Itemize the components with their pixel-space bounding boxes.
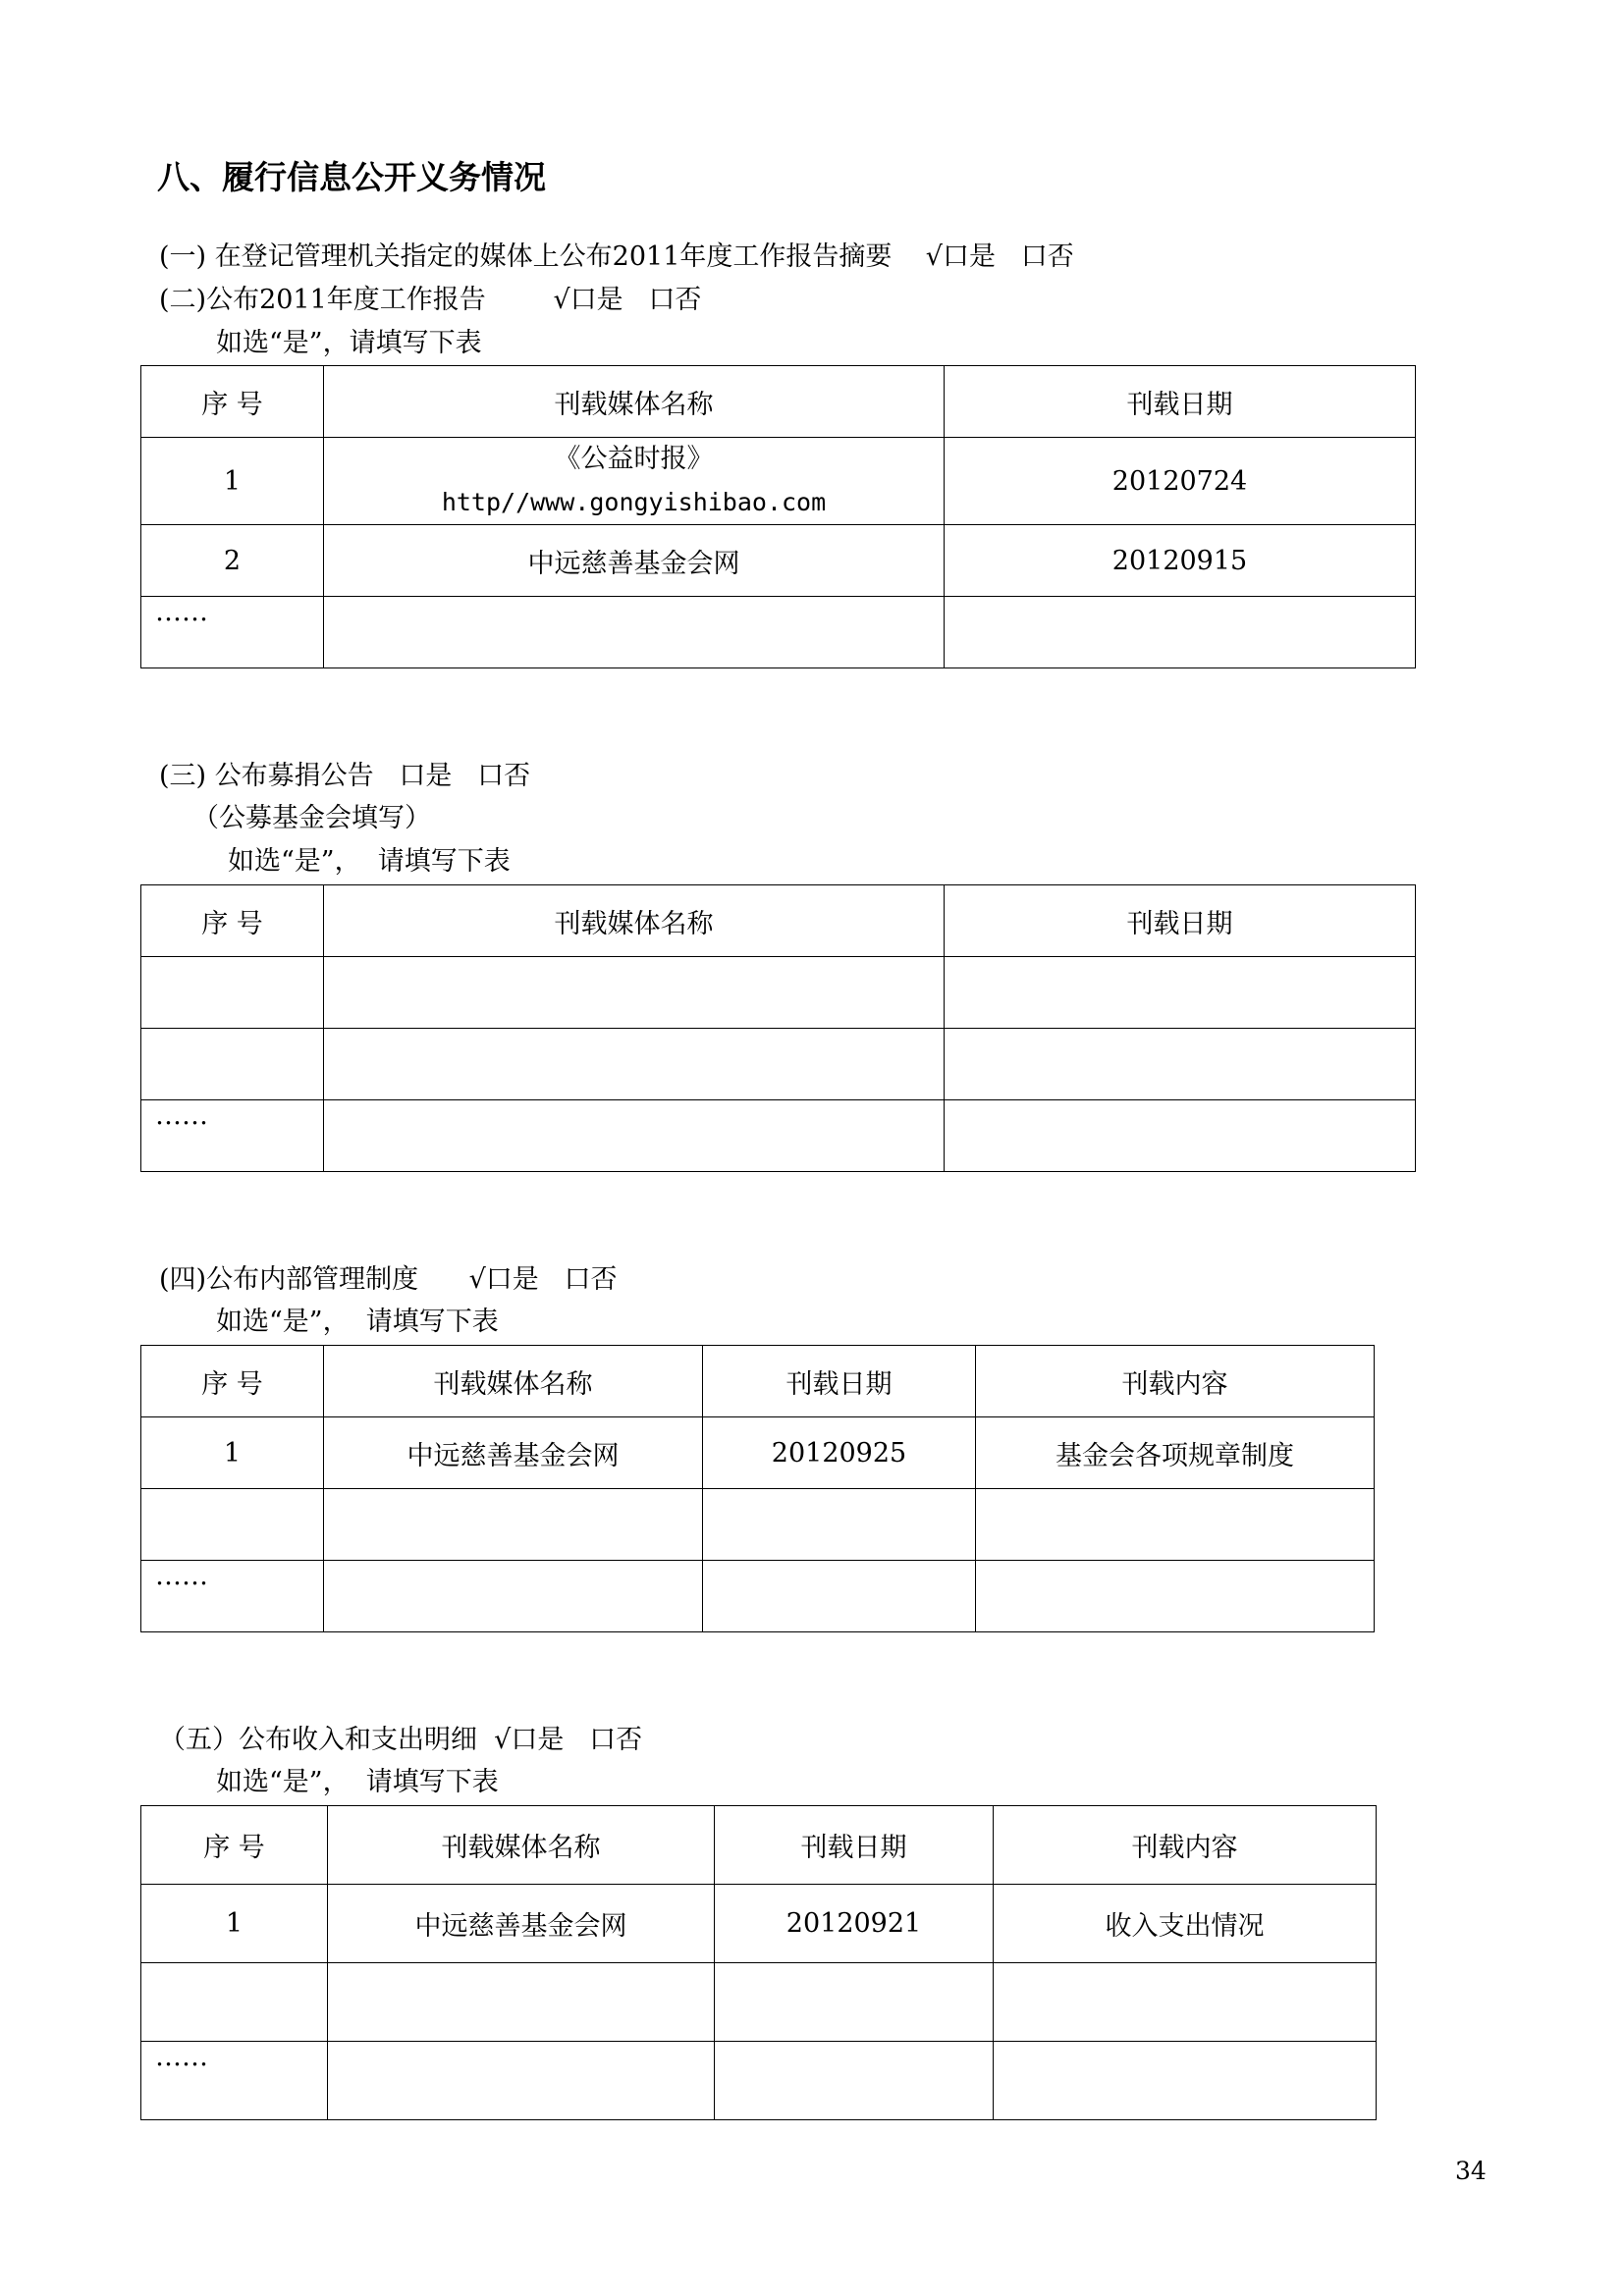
- page-number: 34: [1455, 2157, 1487, 2185]
- item-1-text: 在登记管理机关指定的媒体上公布2011年度工作报告摘要: [214, 241, 893, 272]
- item-1-yes-checkbox[interactable]: √口是: [925, 241, 996, 272]
- cell-empty: [976, 1489, 1375, 1561]
- cell-date: 20120724: [945, 438, 1416, 525]
- col-header-media: 刊载媒体名称: [328, 1806, 715, 1885]
- cell-content: 收入支出情况: [994, 1885, 1377, 1963]
- col-header-no: 序 号: [141, 366, 324, 438]
- cell-content: 基金会各项规章制度: [976, 1417, 1375, 1489]
- cell-media-line2: http//www.gongyishibao.com: [441, 488, 827, 516]
- table-header-row: [141, 1806, 1377, 1885]
- table-header-row: [141, 1346, 1375, 1417]
- item-2-yes-checkbox[interactable]: √口是: [553, 285, 623, 315]
- item-4-text: 公布内部管理制度: [206, 1264, 419, 1295]
- cell-no: 1: [141, 1417, 324, 1489]
- cell-no: 1: [141, 438, 324, 525]
- table-row: [141, 1029, 1416, 1100]
- cell-date: 20120921: [715, 1885, 994, 1963]
- item-5-label: （五）: [159, 1725, 239, 1755]
- cell-media: 中远慈善基金会网: [328, 1885, 715, 1963]
- col-header-media: 刊载媒体名称: [324, 1346, 703, 1417]
- col-header-no: 序 号: [141, 885, 324, 957]
- cell-empty: [141, 1489, 324, 1561]
- item-3-line: [159, 759, 530, 794]
- table-fundraising-notice: [140, 884, 1416, 1172]
- table-header-row: [141, 366, 1416, 438]
- cell-empty: [324, 1489, 703, 1561]
- cell-empty: [945, 957, 1416, 1029]
- table-row: [141, 1417, 1375, 1489]
- item-3-text: 公布募捐公告: [214, 761, 374, 791]
- table-row: [141, 1885, 1377, 1963]
- table-row: [141, 1489, 1375, 1561]
- col-header-no: 序 号: [141, 1346, 324, 1417]
- item-4-line: [159, 1262, 618, 1298]
- cell-date: 20120915: [945, 525, 1416, 597]
- item-2-note: 如选“是”，请填写下表: [216, 328, 482, 358]
- cell-empty: [703, 1561, 976, 1632]
- cell-empty: [945, 1100, 1416, 1172]
- item-3-sub: （公募基金会填写）: [192, 803, 431, 833]
- item-3-yes-checkbox[interactable]: 口是: [399, 761, 453, 791]
- cell-empty: [324, 1100, 945, 1172]
- cell-empty: [324, 957, 945, 1029]
- cell-empty: [324, 1029, 945, 1100]
- col-header-date: 刊载日期: [945, 885, 1416, 957]
- table-internal-rules: [140, 1345, 1375, 1632]
- item-4-label: (四): [159, 1264, 207, 1295]
- item-4-yes-checkbox[interactable]: √口是: [468, 1264, 539, 1295]
- cell-ellipsis: ……: [141, 2042, 328, 2120]
- item-5-line: [159, 1723, 642, 1758]
- table-row: [141, 1963, 1377, 2042]
- section-title: 八、履行信息公开义务情况: [157, 158, 546, 196]
- cell-empty: [994, 1963, 1377, 2042]
- col-header-content: 刊载内容: [994, 1806, 1377, 1885]
- cell-ellipsis: ……: [141, 1561, 324, 1632]
- table-row: [141, 957, 1416, 1029]
- item-5-no-checkbox[interactable]: 口否: [589, 1725, 643, 1755]
- cell-empty: [715, 2042, 994, 2120]
- item-3-note: 如选“是”， 请填写下表: [228, 846, 511, 877]
- cell-media: 中远慈善基金会网: [324, 1417, 703, 1489]
- item-4-note: 如选“是”， 请填写下表: [216, 1307, 499, 1337]
- cell-media: 中远慈善基金会网: [324, 525, 945, 597]
- item-1-label: (一): [159, 241, 207, 272]
- item-3-no-checkbox[interactable]: 口否: [477, 761, 531, 791]
- cell-empty: [141, 1029, 324, 1100]
- cell-empty: [976, 1561, 1375, 1632]
- cell-empty: [328, 1963, 715, 2042]
- col-header-date: 刊载日期: [945, 366, 1416, 438]
- col-header-media: 刊载媒体名称: [324, 366, 945, 438]
- cell-no: 2: [141, 525, 324, 597]
- cell-empty: [328, 2042, 715, 2120]
- cell-empty: [324, 1561, 703, 1632]
- table-income-expense: [140, 1805, 1377, 2120]
- item-5-text: 公布收入和支出明细: [239, 1725, 477, 1755]
- item-5-yes-checkbox[interactable]: √口是: [494, 1725, 565, 1755]
- cell-empty: [141, 1963, 328, 2042]
- item-2-text: 公布2011年度工作报告: [206, 285, 486, 315]
- item-1-line: [159, 240, 1074, 275]
- table-annual-report: [140, 365, 1416, 668]
- table-row: [141, 2042, 1377, 2120]
- col-header-no: 序 号: [141, 1806, 328, 1885]
- cell-empty: [324, 597, 945, 668]
- cell-media: [324, 438, 945, 525]
- item-5-note: 如选“是”， 请填写下表: [216, 1767, 499, 1797]
- cell-empty: [703, 1489, 976, 1561]
- table-row: [141, 1561, 1375, 1632]
- item-1-no-checkbox[interactable]: 口否: [1020, 241, 1074, 272]
- item-2-line: [159, 283, 701, 318]
- col-header-content: 刊载内容: [976, 1346, 1375, 1417]
- cell-ellipsis: ……: [141, 597, 324, 668]
- item-4-no-checkbox[interactable]: 口否: [564, 1264, 618, 1295]
- col-header-date: 刊载日期: [715, 1806, 994, 1885]
- cell-empty: [715, 1963, 994, 2042]
- table-row: [141, 597, 1416, 668]
- cell-media-line1: 《公益时报》: [554, 444, 714, 474]
- table-header-row: [141, 885, 1416, 957]
- item-3-label: (三): [159, 761, 207, 791]
- table-row: [141, 525, 1416, 597]
- cell-empty: [945, 1029, 1416, 1100]
- cell-date: 20120925: [703, 1417, 976, 1489]
- item-2-label: (二): [159, 285, 207, 315]
- col-header-media: 刊载媒体名称: [324, 885, 945, 957]
- item-2-no-checkbox[interactable]: 口否: [648, 285, 702, 315]
- cell-empty: [945, 597, 1416, 668]
- table-row: [141, 1100, 1416, 1172]
- cell-empty: [994, 2042, 1377, 2120]
- table-row: [141, 438, 1416, 525]
- cell-ellipsis: ……: [141, 1100, 324, 1172]
- cell-no: 1: [141, 1885, 328, 1963]
- cell-empty: [141, 957, 324, 1029]
- col-header-date: 刊载日期: [703, 1346, 976, 1417]
